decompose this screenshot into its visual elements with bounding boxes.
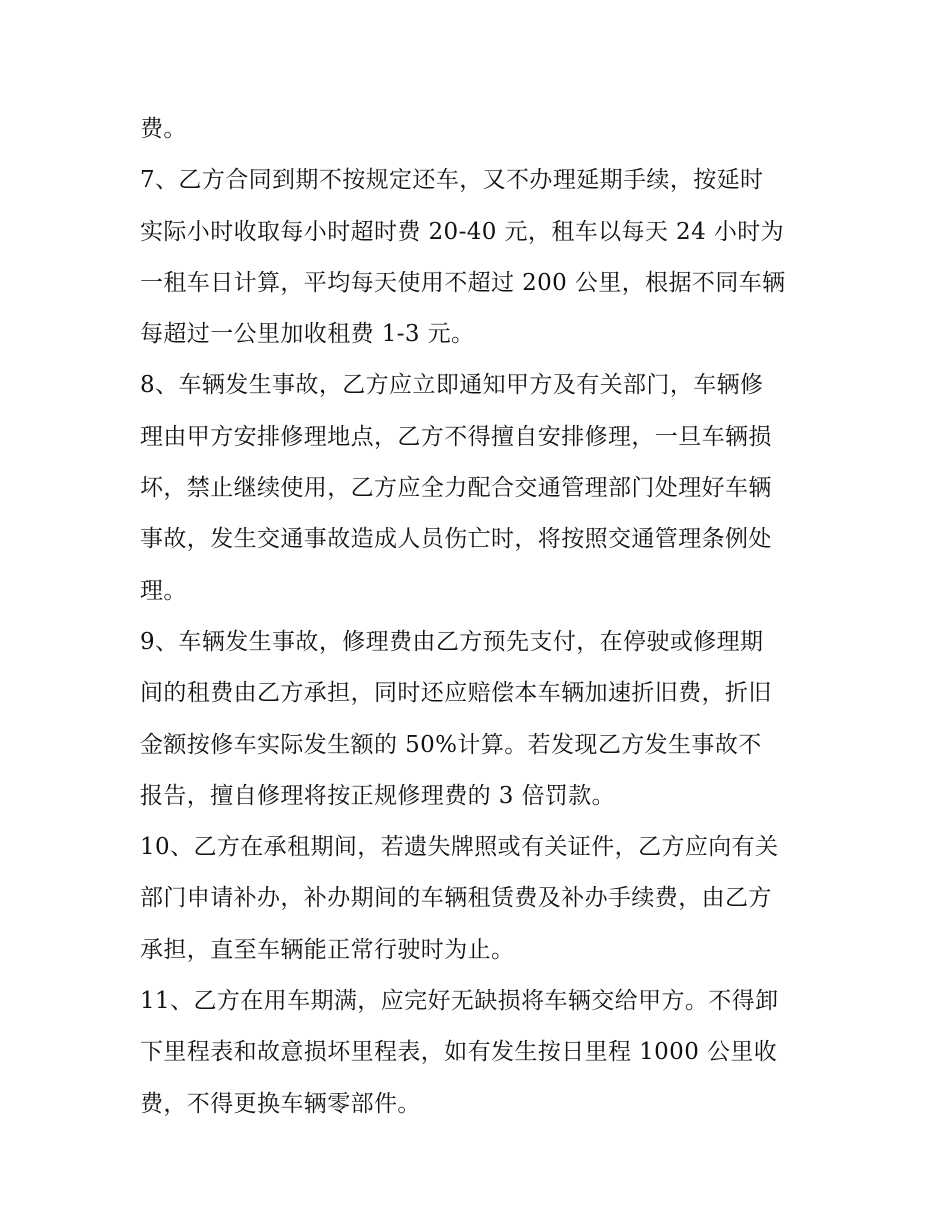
text-line: 坏，禁止继续使用，乙方应全力配合交通管理部门处理好车辆 (140, 475, 772, 502)
text-line: 9、车辆发生事故，修理费由乙方预先支付，在停驶或修理期 (140, 628, 764, 655)
text-line: 一租车日计算，平均每天使用不超过 200 公里，根据不同车辆 (140, 269, 786, 296)
clause-8 (140, 360, 820, 616)
text-line: 实际小时收取每小时超时费 20-40 元，租车以每天 24 小时为 (140, 218, 785, 245)
text-line: 10、乙方在承租期间，若遗失牌照或有关证件，乙方应向有关 (140, 834, 779, 861)
text-line: 7、乙方合同到期不按规定还车，又不办理延期手续，按延时 (140, 167, 764, 194)
text-line: 部门申请补办，补办期间的车辆租赁费及补办手续费，由乙方 (140, 885, 772, 912)
text-line: 事故，发生交通事故造成人员伤亡时，将按照交通管理条例处 (140, 526, 772, 553)
clause-7 (140, 155, 820, 360)
text-line: 间的租费由乙方承担，同时还应赔偿本车辆加速折旧费，折旧 (140, 680, 772, 707)
text-line: 报告，擅自修理将按正规修理费的 3 倍罚款。 (140, 782, 616, 809)
text-line: 费，不得更换车辆零部件。 (140, 1090, 421, 1117)
text-line: 理。 (140, 577, 187, 604)
paragraph-continuation (140, 104, 820, 155)
text-line: 费。 (140, 116, 187, 142)
text-line: 下里程表和故意损坏里程表，如有发生按日里程 1000 公里收 (140, 1039, 778, 1066)
text-line: 每超过一公里加收租费 1-3 元。 (140, 321, 475, 348)
document-body (140, 104, 820, 1130)
text-line: 11、乙方在用车期满，应完好无缺损将车辆交给甲方。不得卸 (140, 988, 779, 1015)
text-line: 承担，直至车辆能正常行驶时为止。 (140, 936, 515, 963)
text-line: 理由甲方安排修理地点，乙方不得擅自安排修理，一旦车辆损 (140, 423, 772, 450)
text-line: 金额按修车实际发生额的 50%计算。若发现乙方发生事故不 (140, 731, 762, 758)
text-line: 8、车辆发生事故，乙方应立即通知甲方及有关部门，车辆修 (140, 372, 764, 399)
clause-11 (140, 976, 820, 1130)
clause-10 (140, 822, 820, 976)
clause-9 (140, 617, 820, 822)
